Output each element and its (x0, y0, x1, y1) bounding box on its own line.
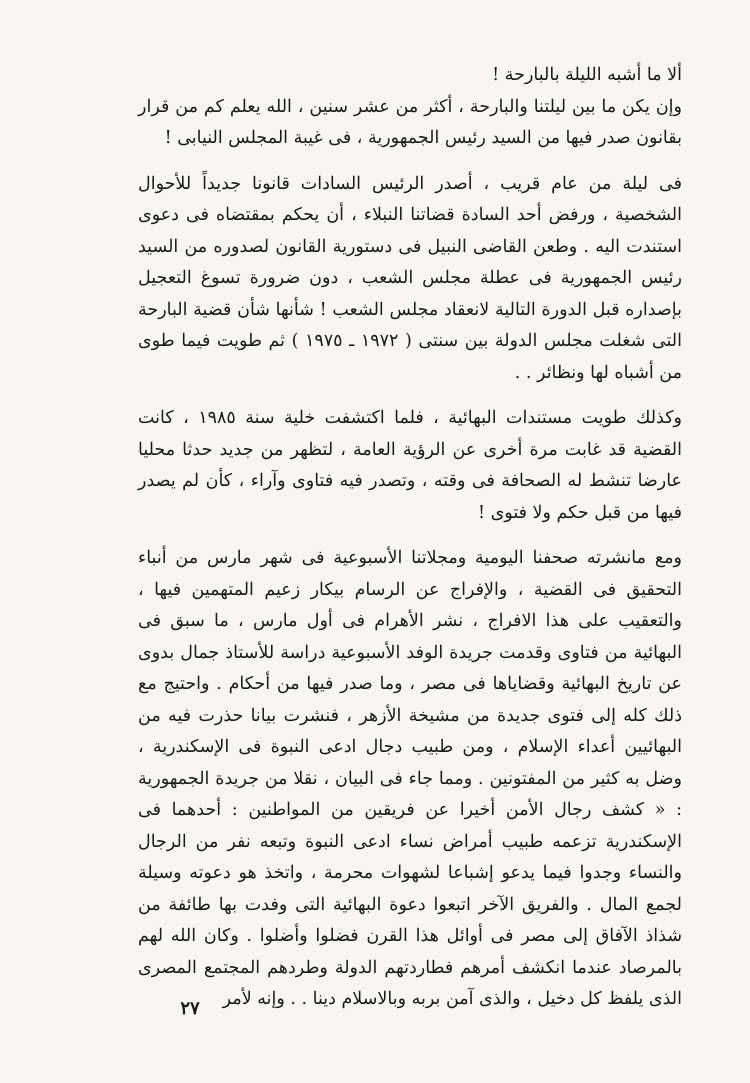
paragraph-2: فى ليلة من عام قريب ، أصدر الرئيس السادات قانونا جديداً للأحوال الشخصية ، ورفض أحد السادة قضاتنا النبلاء ، أن يحكم بمقتضاه فى دعوى استندت اليه . وطعن القاضى النبيل فى دستورية القانون لصدوره من السيد رئيس الجمهورية فى عطلة مجلس الشعب ، دون ضرورة تسوغ التعجيل بإصداره قبل الدورة التالية لانعقاد مجلس الشعب ! شأنها شأن قضية البارحة التى شغلت مجلس الدولة بين سنتى ( ١٩٧٢ ـ ١٩٧٥ ) ثم طويت فيما طوى من أشباه لها ونظائر . . (138, 173, 682, 383)
paragraph-1: وإن يكن ما بين ليلتنا والبارحة ، أكثر من عشر سنين ، الله يعلم كم من قرار بقانون صدر فيها من السيد رئيس الجمهورية ، فى غيبة المجلس النيابى ! (138, 96, 682, 148)
page-number: ٢٧ (180, 998, 200, 1019)
page-heading: ألا ما أشبه الليلة بالبارحة ! (492, 65, 682, 85)
paragraph-3: وكذلك طويت مستندات البهائية ، فلما اكتشفت خلية سنة ١٩٨٥ ، كانت القضية قد غابت مرة أخرى عن الرؤية العامة ، لتظهر من جديد حدثا محليا عارضا تنشط له الصحافة فى وقته ، وتصدر فيه فتاوى وآراء ، كأن لم يصدر فيها من قبل حكم ولا فتوى ! (138, 408, 682, 523)
paragraph-divider (138, 155, 682, 169)
paragraph-divider (138, 529, 682, 543)
paragraph-divider (138, 389, 682, 403)
paragraph-4: ومع مانشرته صحفنا اليومية ومجلاتنا الأسبوعية فى شهر مارس من أنباء التحقيق فى القضية ، والإفراج عن الرسام بيكار زعيم المتهمين فيها ، والتعقيب على هذا الافراج ، نشر الأهرام فى أول مارس ، ما سبق فى البهائية من فتاوى وقدمت جريدة الوفد الأسبوعية دراسة للأستاذ جمال بدوى عن تاريخ البهائية وقضاياها فى مصر ، وما صدر فيها من أحكام . واحتيج مع ذلك كله إلى فتوى جديدة من مشيخة الأزهر ، فنشرت بيانا حذرت فيه من البهائيين أعداء الإسلام ، ومن طبيب دجال ادعى النبوة فى الإسكندرية ، وضل به كثير من المفتونين . ومما جاء فى البيان ، نقلا من جريدة الجمهورية : « كشف رجال الأمن أخيرا عن فريقين من المواطنين : أحدهما فى الإسكندرية تزعمه طبيب أمراض نساء ادعى النبوة وتبعه نفر من الرجال والنساء وجدوا فيما يدعو إشباعا لشهوات محرمة ، واتخذ هو دعوته وسيلة لجمع المال . والفريق الآخر اتبعوا دعوة البهائية التى وفدت بها طائفة من شذاذ الآفاق إلى مصر فى أوائل هذا القرن فضلوا وأضلوا . وكان الله لهم بالمرصاد عندما انكشف أمرهم فطاردتهم الدولة وطردهم المجتمع المصرى الذى يلفظ كل دخيل ، والذى آمن بربه وبالاسلام دينا . . وإنه لأمر (138, 548, 682, 1009)
body-text (138, 60, 682, 1016)
